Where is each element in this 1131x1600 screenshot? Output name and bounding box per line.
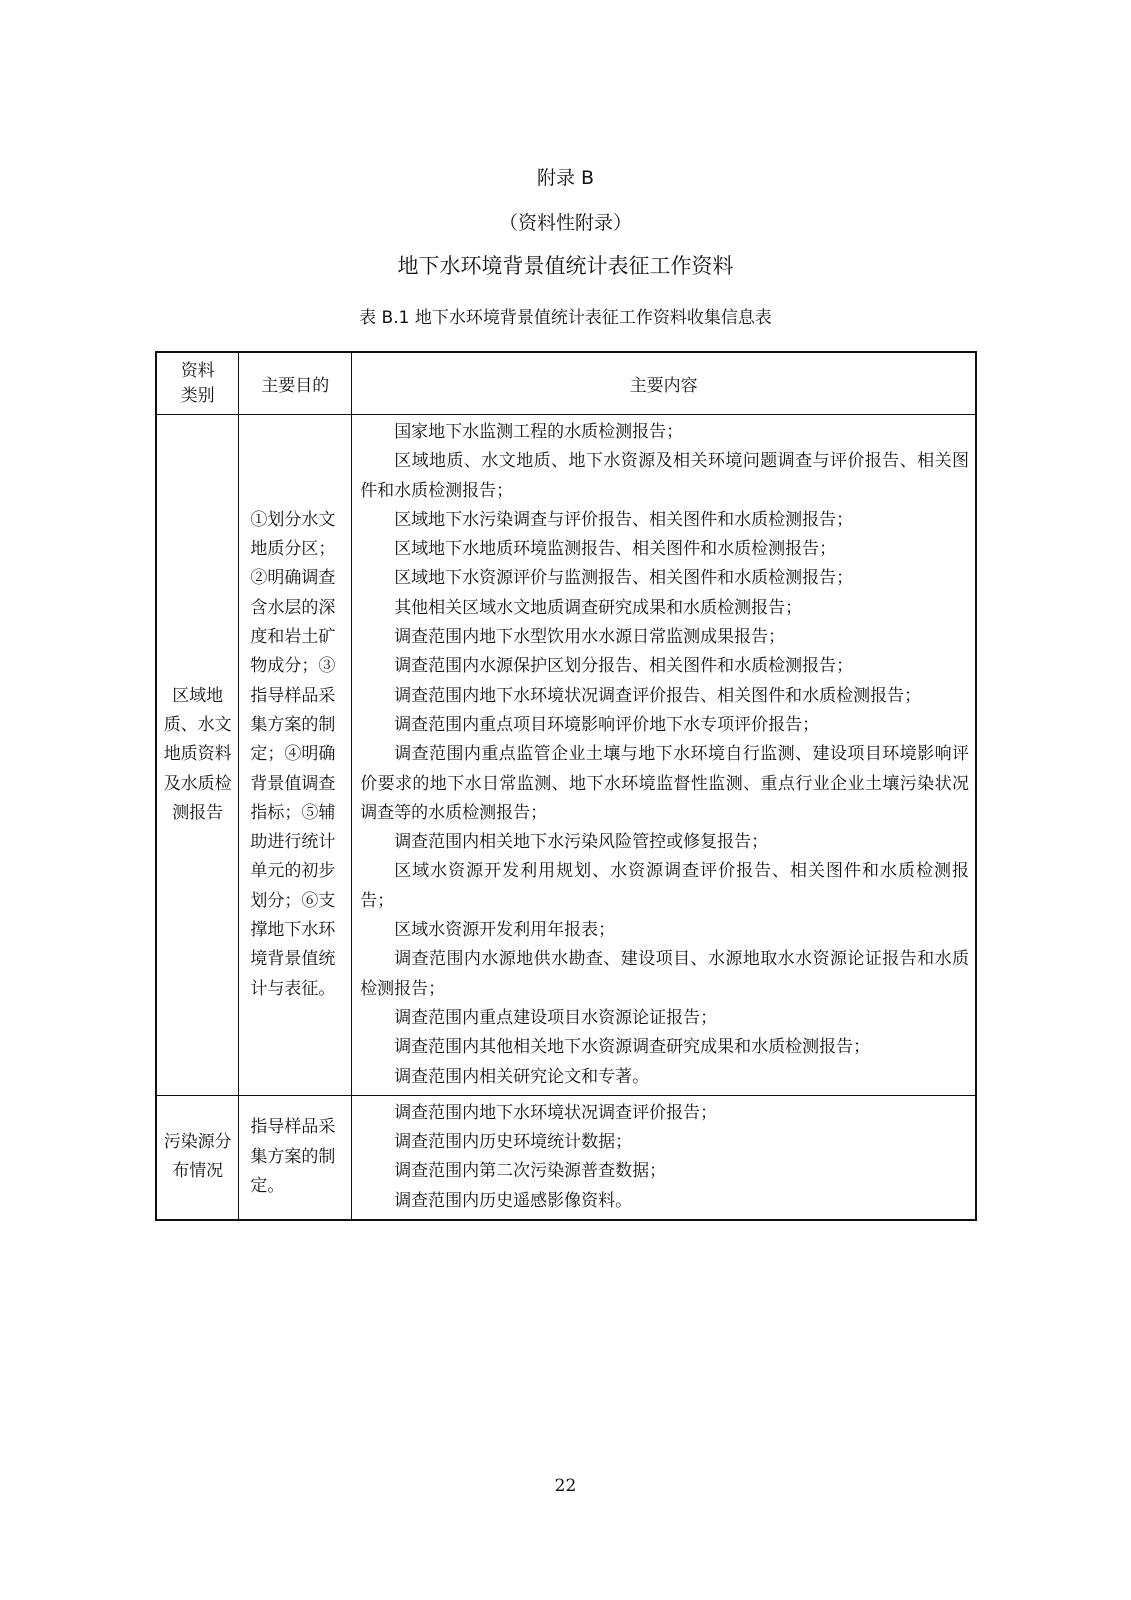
- content-item: 调查范围内相关地下水污染风险管控或修复报告；: [394, 832, 769, 853]
- page-number: 22: [554, 1476, 577, 1496]
- content-item: 调查范围内重点项目环境影响评价地下水专项评价报告；: [394, 714, 820, 735]
- appendix-heading: 地下水环境背景值统计表征工作资料: [397, 254, 734, 278]
- table-caption: 表 B.1 地下水环境背景值统计表征工作资料收集信息表: [359, 308, 772, 328]
- content-item: 调查范围内历史环境统计数据；: [394, 1132, 633, 1153]
- row-category: 污染源分布情况: [156, 1095, 239, 1220]
- content-item: 区域地下水资源评价与监测报告、相关图件和水质检测报告；: [394, 568, 854, 589]
- content-item: 调查范围内水源地供水勘查、建设项目、水源地取水水资源论证报告和水质检测报告；: [360, 949, 969, 999]
- table-header-row: [156, 352, 976, 415]
- header-purpose: 主要目的: [239, 352, 352, 415]
- content-item: 调查范围内地下水环境状况调查评价报告、相关图件和水质检测报告；: [394, 685, 922, 706]
- content-item: 调查范围内水源保护区划分报告、相关图件和水质检测报告；: [394, 656, 854, 677]
- content-item: 调查范围内重点建设项目水资源论证报告；: [394, 1007, 718, 1028]
- appendix-title: 附录 B: [536, 167, 595, 189]
- header-category-line1: 资料: [180, 360, 215, 381]
- row-content: [352, 1095, 976, 1220]
- content-item: 区域地下水污染调查与评价报告、相关图件和水质检测报告；: [394, 509, 854, 530]
- content-item: 调查范围内地下水型饮用水水源日常监测成果报告；: [394, 627, 786, 648]
- header-category: [156, 352, 239, 415]
- header-category-line2: 类别: [180, 385, 215, 406]
- content-item: 调查范围内历史遥感影像资料。: [394, 1190, 633, 1211]
- content-item: 调查范围内第二次污染源普查数据；: [394, 1161, 667, 1182]
- table-row: [156, 1095, 976, 1220]
- content-item: 调查范围内重点监管企业土壤与地下水环境自行监测、建设项目环境影响评价要求的地下水日常监测、地下水环境监督性监测、重点行业企业土壤污染状况调查等的水质检测报告；: [360, 744, 969, 823]
- appendix-subtitle: （资料性附录）: [498, 212, 632, 234]
- content-item: 调查范围内其他相关地下水资源调查研究成果和水质检测报告；: [394, 1037, 871, 1058]
- content-item: 其他相关区域水文地质调查研究成果和水质检测报告；: [394, 597, 803, 618]
- content-item: 区域水资源开发利用规划、水资源调查评价报告、相关图件和水质检测报告；: [360, 861, 969, 911]
- content-item: 调查范围内相关研究论文和专著。: [394, 1066, 650, 1087]
- content-item: 区域水资源开发利用年报表；: [394, 920, 616, 941]
- table-row: [156, 415, 976, 1096]
- header-content: 主要内容: [352, 352, 976, 415]
- row-category: 区域地质、水文地质资料及水质检测报告: [156, 415, 239, 1096]
- row-purpose: 指导样品采集方案的制定。: [239, 1095, 352, 1220]
- content-item: 调查范围内地下水环境状况调查评价报告；: [394, 1102, 718, 1123]
- row-purpose: ①划分水文地质分区；②明确调查含水层的深度和岩土矿物成分；③指导样品采集方案的制定；④明确背景值调查指标；⑤辅助进行统计单元的初步划分；⑥支撑地下水环境背景值统计与表征。: [239, 415, 352, 1096]
- content-item: 国家地下水监测工程的水质检测报告；: [394, 422, 684, 442]
- content-item: 区域地下水地质环境监测报告、相关图件和水质检测报告；: [394, 539, 837, 560]
- content-item: 区域地质、水文地质、地下水资源及相关环境问题调查与评价报告、相关图件和水质检测报告；: [360, 451, 969, 501]
- data-collection-table: [155, 351, 977, 1221]
- row-content: [352, 415, 976, 1096]
